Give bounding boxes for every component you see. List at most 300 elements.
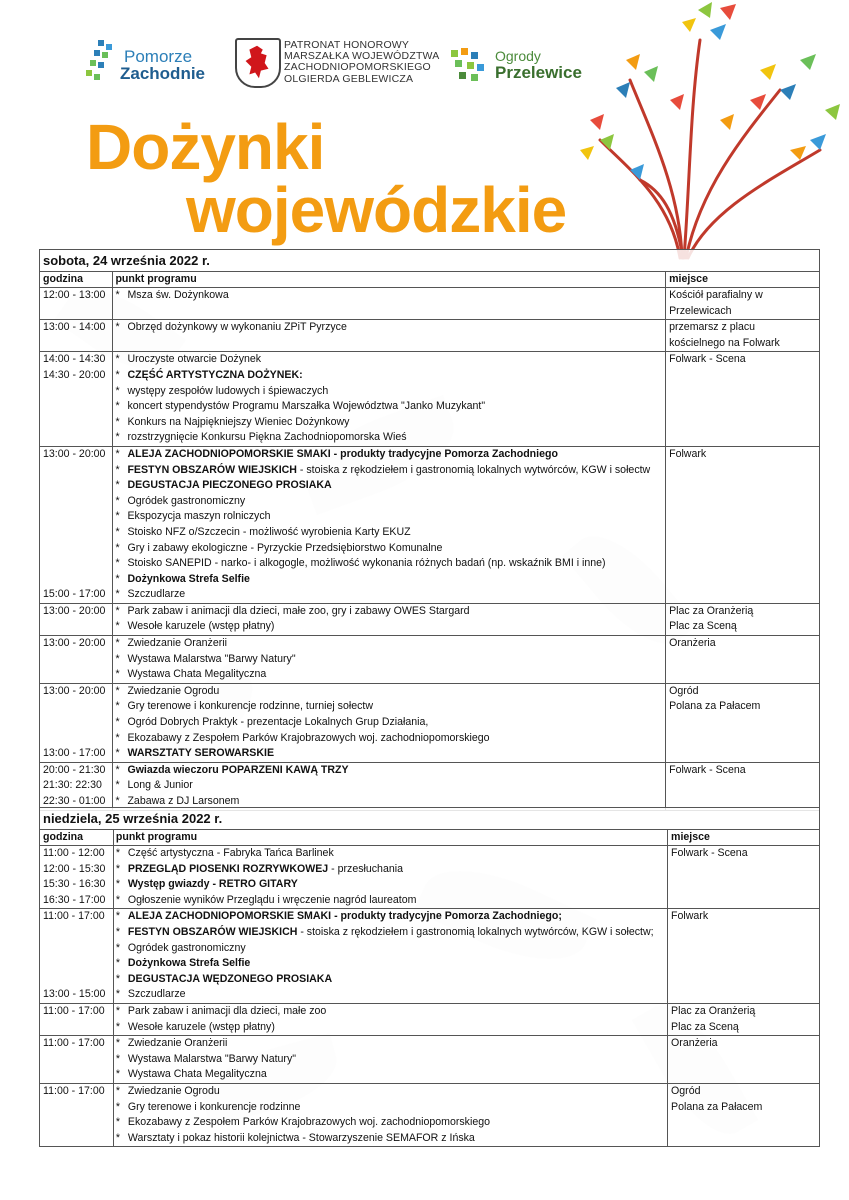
item-text: Szczudlarze [127,588,186,601]
bullet-star: * [115,384,120,397]
program-item [116,925,667,941]
header [0,0,849,255]
place-cell [666,288,820,320]
program-cell [113,352,666,447]
time-cell [40,1036,114,1084]
item-text: Część artystyczna - Fabryka Tańca Barlinek [127,847,334,859]
program-item [115,541,665,557]
item-text: Ekozabawy z Zespołem Parków Krajobrazowych woj. zachodniopomorskiego [127,1116,490,1129]
program-item [115,352,665,368]
bullet-star: * [115,893,120,906]
bullet-star: * [115,988,120,1001]
program-row [40,1003,820,1035]
time-slot: 21:30: 22:30 [43,779,102,792]
place-text: Plac za Oranżerią [671,1004,756,1017]
time-slot: 13:00 - 20:00 [43,684,106,697]
item-bold-text: PRZEGLĄD PIOSENKI ROZRYWKOWEJ [127,862,329,875]
program-item [115,667,665,683]
program-cell [113,846,667,909]
place-text: Plac za Sceną [669,620,737,633]
time-cell [40,288,113,320]
time-slot: 11:00 - 17:00 [43,1037,105,1050]
time-slot: 14:00 - 14:30 [43,353,106,366]
day-title-row [40,250,820,272]
item-text: Konkurs na Najpiękniejszy Wieniec Dożynkowy [127,415,350,428]
bullet-star: * [115,588,120,601]
item-text: Wesołe karuzele (wstęp płatny) [127,1020,275,1033]
bullet-star: * [115,1116,120,1129]
program-item [115,699,665,715]
time-slot [43,667,112,683]
item-bold-text: FESTYN OBSZARÓW WIEJSKICH [127,463,297,476]
program-row [40,762,820,810]
bullet-star: * [115,620,120,633]
item-text: Ogłoszenie wyników Przeglądu i wręczenie nagród laureatom [127,893,417,906]
time-slot [43,941,113,957]
item-bold-text: ALEJA ZACHODNIOPOMORSKIE SMAKI - produkty tradycyjne Pomorza Zachodniego; [127,910,562,923]
place-text: Folwark [669,447,707,460]
place-text: Oranżeria [669,637,716,650]
day-title: niedziela, 25 września 2022 r. [40,808,820,830]
bullet-star: * [115,1084,120,1097]
bullet-star: * [115,368,120,381]
place-text: Folwark - Scena [671,847,748,859]
time-slot [43,478,112,494]
program-cell [113,446,666,603]
program-row [40,909,820,1004]
program-item [115,746,665,762]
program-item [116,1084,667,1100]
program-item [115,463,665,479]
time-cell [40,909,114,1004]
time-slot [43,384,112,400]
time-cell [40,636,113,684]
program-item [115,430,665,446]
bullet-star: * [115,700,120,713]
program-row [40,636,820,684]
program-cell [113,636,666,684]
bullet-star: * [115,1068,120,1081]
col-header-place: miejsce [668,830,820,846]
place-text: przemarsz z placu [669,321,756,334]
bullet-star: * [115,431,120,444]
program-item [115,368,665,384]
bullet-star: * [115,525,120,538]
time-slot [43,619,112,635]
item-text: Zwiedzanie Oranżerii [127,637,227,650]
item-text: Uroczyste otwarcie Dożynek [127,353,262,366]
time-cell [40,683,113,762]
program-item [116,941,667,957]
bullet-star: * [115,479,120,492]
time-slot: 20:00 - 21:30 [43,763,106,776]
program-item [115,731,665,747]
time-cell [40,762,113,810]
bullet-star: * [115,1037,120,1050]
program-item [116,877,667,893]
program-item [115,715,665,731]
place-cell [668,909,820,1004]
place-text: Folwark - Scena [669,353,746,366]
bullet-star: * [115,862,120,875]
patronat-line: MARSZAŁKA WOJEWÓDZTWA [284,50,440,63]
program-item [116,1020,667,1036]
program-item [115,320,665,336]
time-slot [43,956,113,972]
item-text: Gry terenowe i konkurencje rodzinne [127,1100,301,1113]
bullet-star: * [115,321,120,334]
program-row [40,846,820,909]
place-cell [666,636,820,684]
program-cell [113,1036,667,1084]
patronat-line: OLGIERDA GEBLEWICZA [284,72,414,85]
item-text: Park zabaw i animacji dla dzieci, małe zoo, gry i zabawy OWES Stargard [127,604,470,617]
place-cell [666,603,820,635]
item-text: Wystawa Chata Megalityczna [127,1068,267,1081]
time-slot [43,972,113,988]
bullet-star: * [115,400,120,413]
program-item [115,556,665,572]
time-cell [40,446,113,603]
time-cell [40,846,114,909]
day1-program-table [39,249,820,811]
item-text: - stoiska z rękodziełem i gastronomią lokalnych wytwórców, KGW i sołectw; [297,925,654,938]
col-header-time: godzina [40,830,114,846]
ogrody-logo-line1: Ogrody [495,48,541,64]
place-text: Ogród [671,1084,701,1097]
time-slot: 11:00 - 12:00 [43,847,105,859]
item-text: Zwiedzanie Oranżerii [127,1037,228,1050]
bullet-star: * [115,910,120,923]
program-cell [113,320,666,352]
bullet-star: * [115,972,120,985]
time-slot: 11:00 - 17:00 [43,1084,105,1097]
program-item [115,399,665,415]
bullet-star: * [115,557,120,570]
time-cell [40,320,113,352]
bullet-star: * [115,510,120,523]
program-item [115,636,665,652]
program-item [116,956,667,972]
time-cell [40,603,113,635]
bullet-star: * [115,604,120,617]
time-slot [43,525,112,541]
griffin-crest-icon [235,38,281,88]
time-slot [43,430,112,446]
time-slot [43,556,112,572]
item-bold-text: ALEJA ZACHODNIOPOMORSKIE SMAKI - produkty tradycyjne Pomorza Zachodniego [127,447,558,460]
program-row [40,446,820,603]
col-header-program: punkt programu [113,272,666,288]
program-item [115,763,665,779]
item-text: Msza św. Dożynkowa [127,289,229,301]
program-row [40,1083,820,1146]
program-cell [113,1003,667,1035]
time-slot: 22:30 - 01:00 [43,795,106,807]
item-text: Stoisko SANEPID - narko- i alkogogle, możliwość wykonania różnych badań (np. wskaźnik BMI i inne) [127,557,606,570]
ogrody-logo-icon [447,46,489,86]
program-item [115,604,665,620]
item-text: Zabawa z DJ Larsonem [127,795,240,807]
item-text: Stoisko NFZ o/Szczecin - możliwość wyrobienia Karty EKUZ [127,525,411,538]
bullet-star: * [115,494,120,507]
time-slot [43,463,112,479]
pomorze-logo-line2: Zachodnie [120,64,206,83]
item-text: - przesłuchania [328,862,403,875]
program-item [116,1131,667,1147]
bullet-star: * [115,289,120,301]
bullet-star: * [115,1100,120,1113]
place-cell [668,846,820,909]
time-slot [43,1131,113,1147]
item-text: Long & Junior [127,779,193,792]
program-row [40,683,820,762]
program-row [40,320,820,352]
bullet-star: * [115,795,120,807]
time-slot [43,572,112,588]
bullet-star: * [115,572,120,585]
place-text: Ogród [669,684,699,697]
bullet-star: * [115,541,120,554]
pomorze-zachodnie-logo [84,34,224,86]
item-text: koncert stypendystów Programu Marszałka Województwa "Janko Muzykant" [127,400,486,413]
place-text: Folwark - Scena [669,763,746,776]
place-text: Plac za Oranżerią [669,604,754,617]
item-bold-text: Występ gwiazdy - RETRO GITARY [127,878,298,891]
program-item [115,525,665,541]
program-item [116,1100,667,1116]
program-cell [113,683,666,762]
bullet-star: * [115,1020,120,1033]
day2-program-table [39,807,820,1147]
item-text: Zwiedzanie Ogrodu [127,684,220,697]
place-text: Plac za Sceną [671,1020,739,1033]
time-slot: 14:30 - 20:00 [43,368,106,381]
place-cell [666,446,820,603]
program-item [115,447,665,463]
bullet-star: * [115,747,120,760]
program-item [116,972,667,988]
time-slot [43,541,112,557]
place-text: Folwark [671,910,709,923]
item-text: Ogródek gastronomiczny [127,494,246,507]
program-cell [113,909,667,1004]
time-slot: 12:00 - 15:30 [43,862,106,875]
title-line2: wojewódzkie [186,174,567,246]
time-slot: 13:00 - 20:00 [43,637,106,650]
ogrody-logo-line2: Przelewice [495,63,582,82]
bullet-star: * [115,779,120,792]
bullet-star: * [115,731,120,744]
item-text: - stoiska z rękodziełem i gastronomią lokalnych wytwórców, KGW i sołectw [296,463,651,476]
patronat-line: PATRONAT HONOROWY [284,39,410,51]
program-item [116,1036,667,1052]
bullet-star: * [115,763,120,776]
program-row [40,288,820,320]
program-item [116,1067,667,1083]
bullet-star: * [115,1052,120,1065]
bullet-star: * [115,447,120,460]
place-cell [666,762,820,810]
program-item [115,587,665,603]
place-cell [666,320,820,352]
bullet-star: * [115,684,120,697]
day-title-row [40,808,820,830]
time-slot: 15:00 - 17:00 [43,588,106,601]
program-item [116,846,667,862]
program-item [115,619,665,635]
time-slot: 11:00 - 17:00 [43,1004,105,1017]
time-slot: 11:00 - 17:00 [43,910,105,923]
time-slot: 13:00 - 14:00 [43,321,106,334]
col-header-program: punkt programu [113,830,667,846]
place-cell [666,683,820,762]
time-slot [43,415,112,431]
item-text: Szczudlarze [127,988,186,1001]
time-slot [43,1067,113,1083]
program-item [116,1004,667,1020]
bullet-star: * [115,957,120,970]
item-text: Wystawa Malarstwa "Barwy Natury" [127,1052,297,1065]
item-text: Warsztaty i pokaz historii kolejnictwa - Stowarzyszenie SEMAFOR z Ińska [127,1131,475,1144]
program-item [116,1052,667,1068]
program-cell [113,288,666,320]
item-text: rozstrzygnięcie Konkursu Piękna Zachodniopomorska Wieś [127,431,407,444]
bullet-star: * [115,941,120,954]
time-slot: 13:00 - 20:00 [43,604,106,617]
place-cell [668,1083,820,1146]
item-text: Ogródek gastronomiczny [127,941,246,954]
time-cell [40,1083,114,1146]
time-slot [43,731,112,747]
item-text: Gry i zabawy ekologiczne - Pyrzyckie Przedsiębiorstwo Komunalne [127,541,443,554]
program-row [40,1036,820,1084]
col-header-place: miejsce [666,272,820,288]
program-item [115,572,665,588]
item-bold-text: DEGUSTACJA WĘDZONEGO PROSIAKA [127,972,333,985]
item-bold-text: CZĘŚĆ ARTYSTYCZNA DOŻYNEK: [127,368,303,381]
bullet-star: * [115,716,120,729]
program-row [40,603,820,635]
program-item [115,478,665,494]
item-bold-text: Dożynkowa Strefa Selfie [127,572,250,585]
time-slot: 13:00 - 17:00 [43,747,106,760]
program-item [115,494,665,510]
bullet-star: * [115,463,120,476]
item-bold-text: Dożynkowa Strefa Selfie [127,957,251,970]
pomorze-logo-icon [84,38,120,84]
item-text: Ogród Dobrych Praktyk - prezentacje Lokalnych Grup Działania, [127,716,429,729]
program-item [115,652,665,668]
bullet-star: * [115,925,120,938]
time-slot [43,494,112,510]
item-bold-text: FESTYN OBSZARÓW WIEJSKICH [127,925,298,938]
program-item [115,415,665,431]
bullet-star: * [115,878,120,891]
item-bold-text: DEGUSTACJA PIECZONEGO PROSIAKA [127,479,332,492]
time-cell [40,1003,114,1035]
patronat-text [284,40,439,85]
item-text: występy zespołów ludowych i śpiewaczych [127,384,329,397]
harvest-tree-icon [570,0,849,262]
place-text: Polana za Pałacem [671,1100,763,1113]
program-item [115,778,665,794]
item-text: Ekspozycja maszyn rolniczych [127,510,271,523]
program-item [116,987,667,1003]
item-text: Park zabaw i animacji dla dzieci, małe zoo [127,1004,327,1017]
program-item [116,1115,667,1131]
bullet-star: * [115,1131,120,1144]
title-line1: Dożynki [86,111,325,183]
time-slot [43,1052,113,1068]
time-slot: 13:00 - 15:00 [43,988,106,1001]
time-cell [40,352,113,447]
time-slot [43,652,112,668]
bullet-star: * [115,652,120,665]
ogrody-przelewice-logo [447,46,587,86]
col-header-time: godzina [40,272,113,288]
time-slot: 15:30 - 16:30 [43,878,106,891]
place-cell [668,1003,820,1035]
time-slot [43,715,112,731]
item-text: Wystawa Chata Megalityczna [127,668,267,681]
time-slot: 12:00 - 13:00 [43,289,106,301]
bullet-star: * [115,847,120,859]
place-text: Oranżeria [671,1037,718,1050]
place-cell [668,1036,820,1084]
column-header-row [40,272,820,288]
place-text: Kościół parafialny w [669,289,763,301]
bullet-star: * [115,415,120,428]
place-text: kościelnego na Folwark [669,336,780,349]
bullet-star: * [115,1004,120,1017]
time-slot: 16:30 - 17:00 [43,893,106,906]
program-item [115,509,665,525]
place-text: Polana za Pałacem [669,700,761,713]
item-text: Obrzęd dożynkowy w wykonaniu ZPiT Pyrzyce [127,321,347,334]
time-slot [43,925,113,941]
item-text: Wystawa Malarstwa "Barwy Natury" [127,652,296,665]
program-row [40,352,820,447]
place-text: Przelewicach [669,304,732,317]
program-cell [113,603,666,635]
time-slot: 13:00 - 20:00 [43,447,106,460]
time-slot [43,1020,113,1036]
bullet-star: * [115,353,120,366]
pomorze-logo-line1: Pomorze [124,47,193,66]
program-item [115,684,665,700]
day-title: sobota, 24 września 2022 r. [40,250,820,272]
time-slot [43,1115,113,1131]
time-slot [43,399,112,415]
patronat-line: ZACHODNIOPOMORSKIEGO [284,61,431,74]
program-cell [113,762,666,810]
item-text: Gry terenowe i konkurencje rodzinne, turniej sołectw [127,700,373,713]
bullet-star: * [115,668,120,681]
item-text: Zwiedzanie Ogrodu [127,1084,220,1097]
program-item [115,384,665,400]
item-bold-text: WARSZTATY SEROWARSKIE [127,747,275,760]
program-cell [113,1083,667,1146]
item-text: Wesołe karuzele (wstęp płatny) [127,620,275,633]
program-item [116,893,667,909]
item-text: Ekozabawy z Zespołem Parków Krajobrazowych woj. zachodniopomorskiego [127,731,490,744]
time-slot [43,509,112,525]
item-bold-text: Gwiazda wieczoru POPARZENI KAWĄ TRZY [127,763,349,776]
column-header-row [40,830,820,846]
bullet-star: * [115,637,120,650]
program-item [115,288,665,304]
